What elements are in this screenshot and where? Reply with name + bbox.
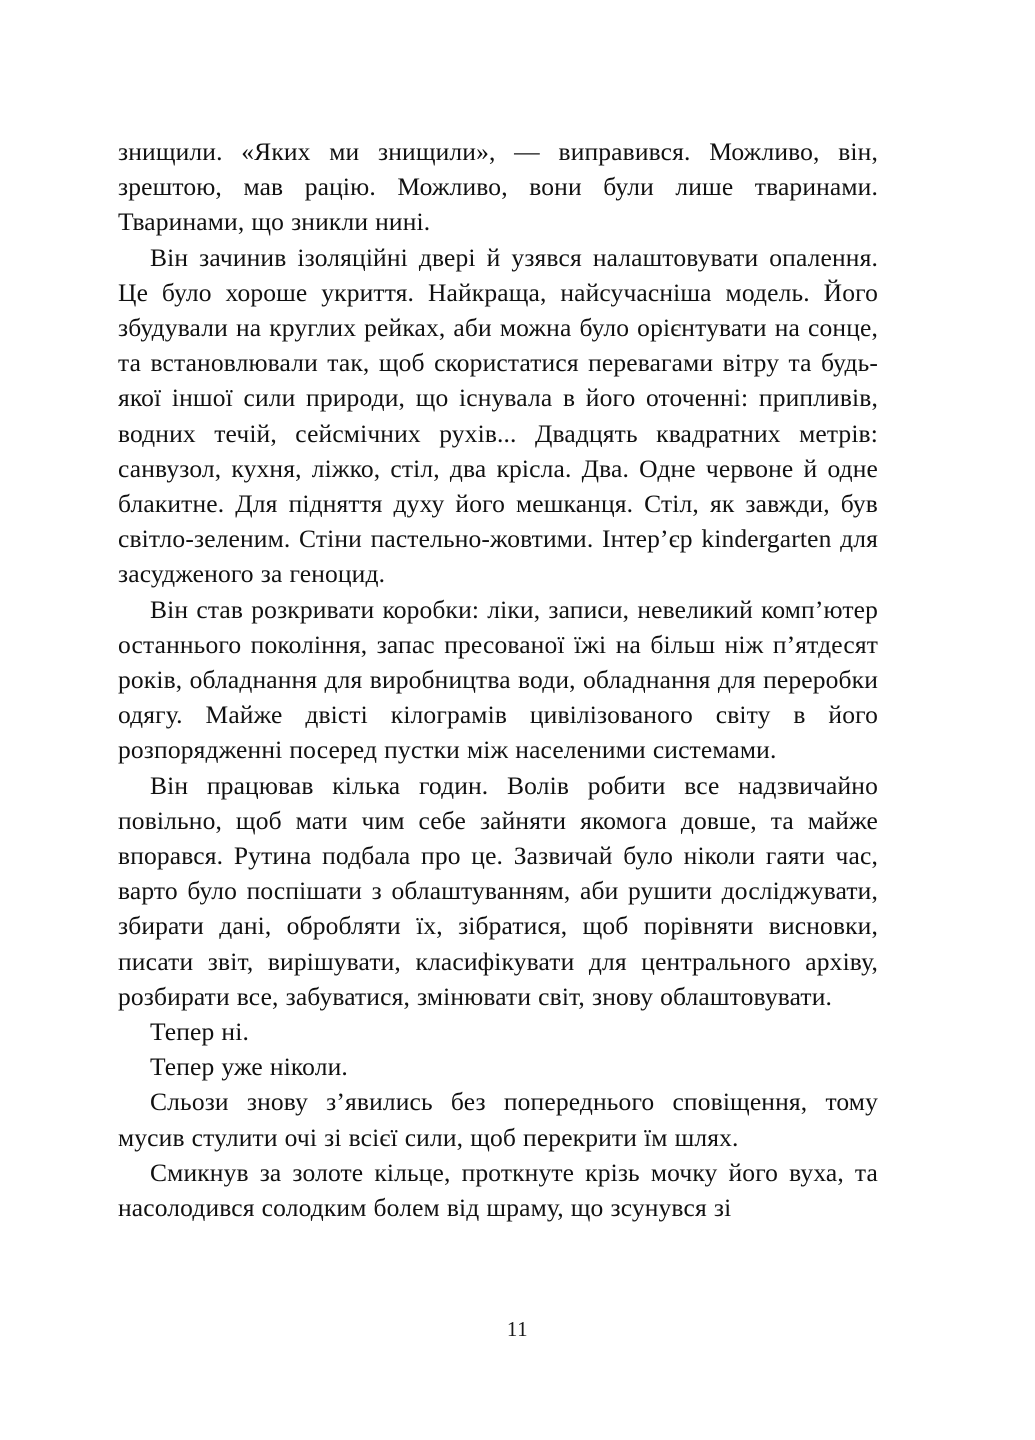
paragraph-6: Тепер уже ніколи. bbox=[150, 1052, 348, 1082]
page-text-block bbox=[118, 134, 878, 1225]
paragraph-7: Сльози знову з’явились без попереднього сповіщення, тому мусив стулити очі зі всієї сили, щоб перекрити їм шлях. bbox=[118, 1087, 878, 1152]
paragraph-2-text-after-latin: для засудженого за геноцид. bbox=[118, 524, 879, 589]
paragraph-8: Смикнув за золоте кільце, проткнуте крізь мочку його вуха, та насолодився солодким болем від шраму, що зсунувся зі bbox=[118, 1157, 878, 1223]
paragraph-5: Тепер ні. bbox=[150, 1017, 249, 1047]
latin-term-kindergarten: kindergarten bbox=[701, 524, 832, 554]
paragraph-4: Він працював кілька годин. Волів робити все надзвичайно повільно, щоб мати чим себе зайняти якомога довше, та майже впорався. Рутина подбала про це. Зазвичай було ніколи гаяти час, варто було поспішати з облаштуванням, аби рушити досліджувати, збирати дані, обробляти їх, зібратися, щоб порівняти висновки, писати звіт, вирішувати, класифікувати для центрального архіву, розбирати все, забуватися, змінювати світ, знову облаштовувати. bbox=[118, 770, 878, 1011]
paragraph-2-text-before-latin: Він зачинив ізоляційні двері й узявся налаштовувати опалення. Це було хороше укриття. Найкраща, найсучасніша модель. Його збудували на круглих рейках, аби можна було орієнтувати на сонце, та встановлювали так, щоб скористатися перевагами вітру та будь-якої іншої сили природи, що існувала в його оточенні: припливів, водних течій, сейсмічних рухів... Двадцять квадратних метрів: санвузол, кухня, ліжко, стіл, два крісла. Два. Одне червоне й одне блакитне. Для підняття духу його мешканця. Стіл, як завжди, був світло-зеленим. Стіни пастельно-жовтими. Інтер’єр bbox=[118, 242, 878, 554]
paragraph-1: знищили. «Яких ми знищили», — виправився. Можливо, він, зрештою, мав рацію. Можливо, вони були лише тваринами. Тваринами, що зникли нині. bbox=[118, 137, 878, 237]
paragraph-2 bbox=[118, 240, 878, 592]
page-number: 11 bbox=[506, 1317, 529, 1341]
paragraph-3: Він став розкривати коробки: ліки, записи, невеликий комп’ютер останнього покоління, запас пресованої їжі на більш ніж п’ятдесят років, обладнання для виробництва води, обладнання для переробки одягу. Майже двісті кілограмів цивілізованого світу в його розпорядженні посеред пустки між населеними системами. bbox=[118, 594, 878, 765]
